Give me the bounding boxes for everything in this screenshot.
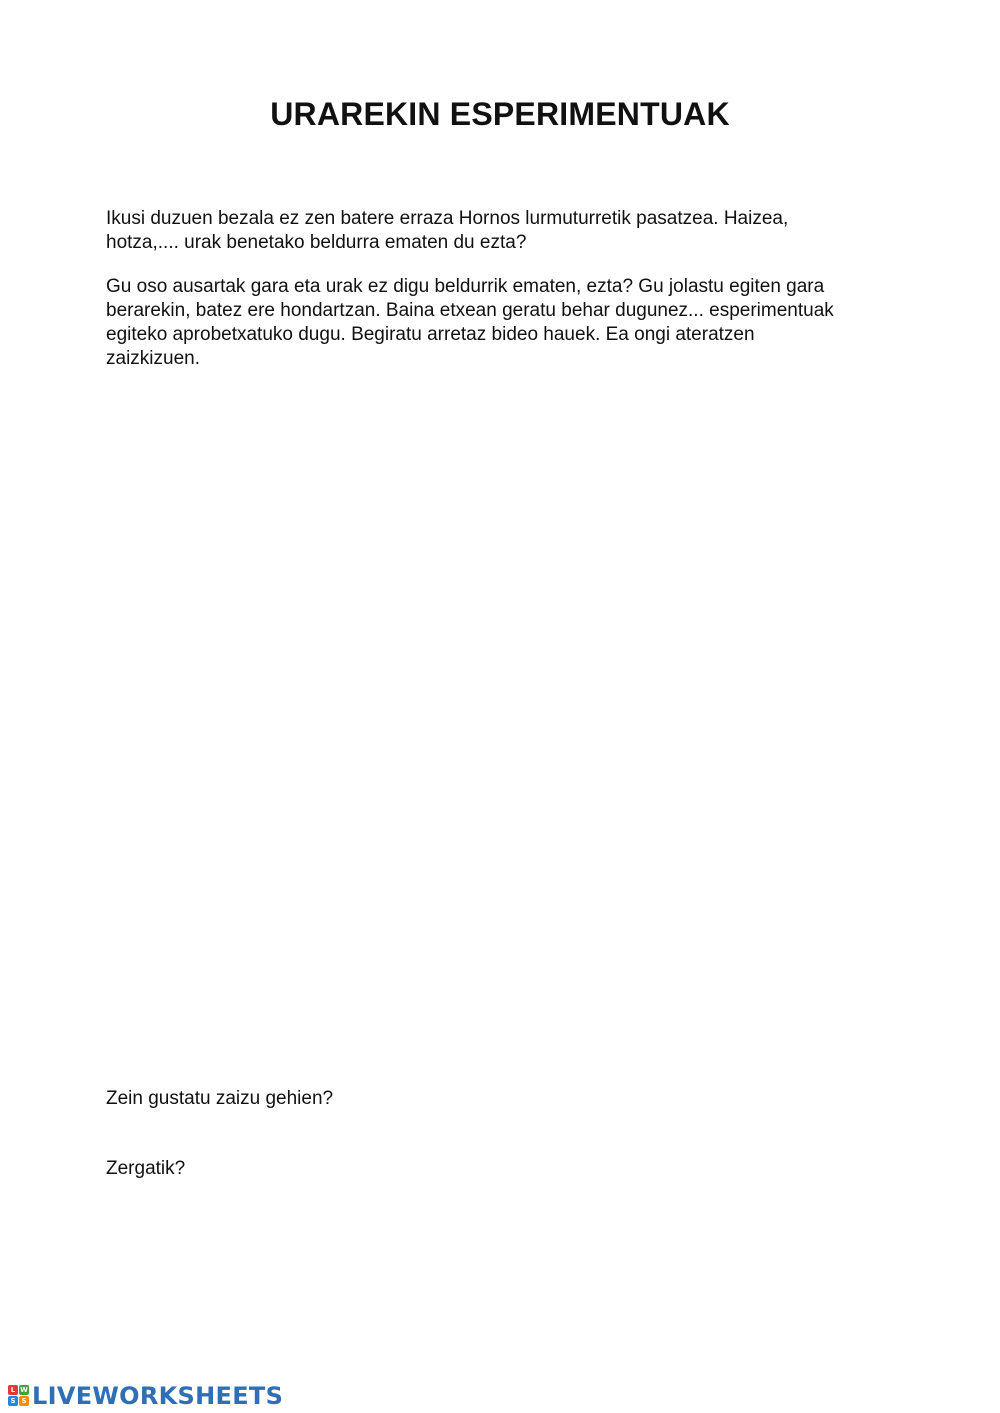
- liveworksheets-logo[interactable]: [8, 1381, 283, 1411]
- intro-paragraph: Ikusi duzuen bezala ez zen batere erraza Hornos lurmuturretik pasatzea. Haizea, hotza,.... urak benetako beldurra ematen du ezta?: [106, 208, 789, 253]
- question-why: Zergatik?: [106, 1158, 186, 1179]
- liveworksheets-logo-icon: L W S S: [8, 1385, 30, 1407]
- page-title: URAREKIN ESPERIMENTUAK: [270, 96, 730, 132]
- question-favorite: Zein gustatu zaizu gehien?: [106, 1088, 334, 1109]
- experiments-paragraph: Gu oso ausartak gara eta urak ez digu beldurrik ematen, ezta? Gu jolastu egiten gara berarekin, batez ere hondartzan. Baina etxean geratu behar dugunez... esperimentuak egiteko aprobetxatuko dugu. Begiratu arretaz bideo hauek. Ea ongi ateratzen zaizkizuen.: [106, 276, 834, 369]
- logo-text: LIVEWORKSHEETS: [32, 1382, 284, 1410]
